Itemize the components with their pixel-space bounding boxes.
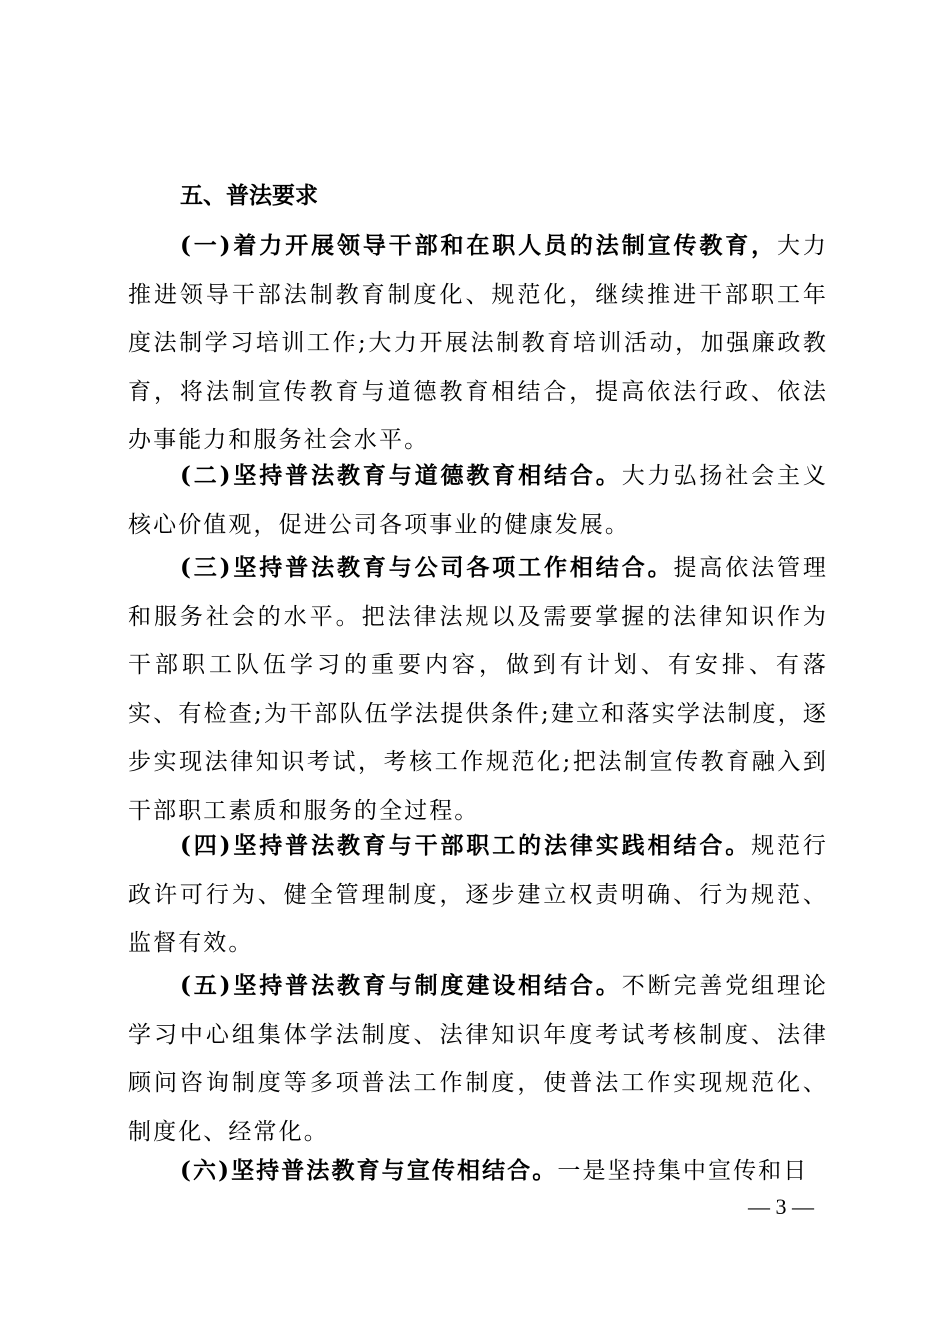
paragraph-6-lead: (六)坚持普法教育与宣传相结合。 bbox=[180, 1157, 558, 1184]
paragraph-5-body: 不断完善党组理论学习中心组集体学法制度、法律知识年度考试考核制度、法律顾问咨询制度等多项普法工作制度，使普法工作实现规范化、制度化、经常化。 bbox=[128, 973, 828, 1145]
paragraph-2-body: 大力弘扬社会主义核心价值观，促进公司各项事业的健康发展。 bbox=[128, 463, 828, 538]
paragraph-1 bbox=[128, 222, 828, 465]
paragraph-3-body: 提高依法管理和服务社会的水平。把法律法规以及需要掌握的法律知识作为干部职工队伍学习的重要内容，做到有计划、有安排、有落实、有检查;为干部队伍学法提供条件;建立和落实学法制度，逐步实现法律知识考试，考核工作规范化;把法制宣传教育融入到干部职工素质和服务的全过程。 bbox=[128, 555, 828, 824]
paragraph-1-lead: (一)着力开展领导干部和在职人员的法制宣传教育， bbox=[180, 232, 778, 259]
paragraph-4-body: 规范行政许可行为、健全管理制度，逐步建立权责明确、行为规范、监督有效。 bbox=[128, 833, 828, 956]
paragraph-5 bbox=[128, 962, 828, 1156]
paragraph-6 bbox=[128, 1147, 828, 1196]
paragraph-3-lead: (三)坚持普法教育与公司各项工作相结合。 bbox=[180, 554, 674, 581]
paragraph-5-lead: (五)坚持普法教育与制度建设相结合。 bbox=[180, 972, 622, 999]
page-number: — 3 — bbox=[748, 1194, 814, 1219]
paragraph-2-lead: (二)坚持普法教育与道德教育相结合。 bbox=[180, 462, 622, 489]
paragraph-4-lead: (四)坚持普法教育与干部职工的法律实践相结合。 bbox=[180, 832, 752, 859]
paragraph-3 bbox=[128, 544, 828, 835]
paragraph-1-body: 大力推进领导干部法制教育制度化、规范化，继续推进干部职工年度法制学习培训工作;大力开展法制教育培训活动，加强廉政教育，将法制宣传教育与道德教育相结合，提高依法行政、依法办事能力和服务社会水平。 bbox=[128, 233, 829, 453]
section-heading: 五、普法要求 bbox=[180, 182, 318, 209]
paragraph-6-body: 一是坚持集中宣传和日 bbox=[557, 1158, 809, 1184]
paragraph-2 bbox=[128, 452, 828, 549]
paragraph-4 bbox=[128, 822, 828, 968]
